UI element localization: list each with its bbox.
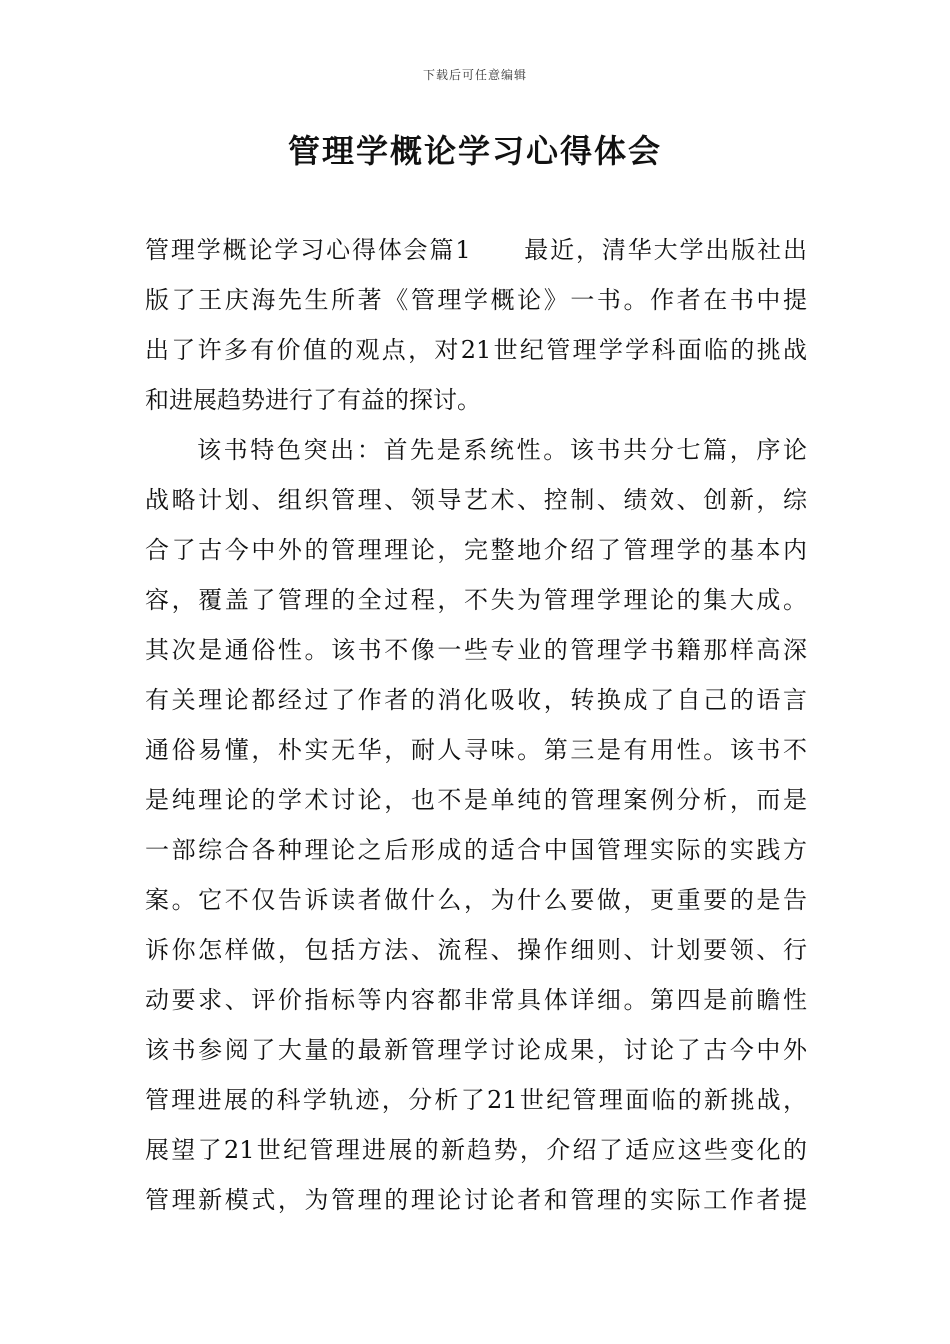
text-line: 和进展趋势进行了有益的探讨。 xyxy=(145,386,481,414)
text-line: 一部综合各种理论之后形成的适合中国管理实际的实践方 xyxy=(145,836,807,864)
text-line: 管理进展的科学轨迹，分析了21世纪管理面临的新挑战， xyxy=(145,1086,807,1114)
text-line: 战略计划、组织管理、领导艺术、控制、绩效、创新，综 xyxy=(145,486,807,514)
text-line: 诉你怎样做，包括方法、流程、操作细则、计划要领、行 xyxy=(145,936,807,964)
text-line: 案。它不仅告诉读者做什么，为什么要做，更重要的是告 xyxy=(145,886,807,914)
document-title: 管理学概论学习心得体会 xyxy=(287,132,662,170)
paragraph-1 xyxy=(145,225,807,425)
text-line: 动要求、评价指标等内容都非常具体详细。第四是前瞻性 xyxy=(145,986,807,1014)
text-line: 其次是通俗性。该书不像一些专业的管理学书籍那样高深 xyxy=(145,636,807,664)
text-line: 出了许多有价值的观点，对21世纪管理学学科面临的挑战 xyxy=(145,336,807,364)
text-line: 合了古今中外的管理理论，完整地介绍了管理学的基本内 xyxy=(145,536,807,564)
text-line: 该书特色突出：首先是系统性。该书共分七篇，序论 xyxy=(197,436,807,464)
text-line: 容，覆盖了管理的全过程，不失为管理学理论的集大成。 xyxy=(145,586,807,614)
text-line: 管理新模式，为管理的理论讨论者和管理的实际工作者提 xyxy=(145,1186,807,1214)
page-header-note: 下载后可任意编辑 xyxy=(422,68,527,82)
text-line: 通俗易懂，朴实无华，耐人寻味。第三是有用性。该书不 xyxy=(145,736,807,764)
document-body xyxy=(145,225,807,1225)
text-line: 管理学概论学习心得体会篇1 最近，清华大学出版社出 xyxy=(145,236,807,264)
paragraph-2 xyxy=(145,425,807,1225)
text-line: 是纯理论的学术讨论，也不是单纯的管理案例分析，而是 xyxy=(145,786,807,814)
text-line: 展望了21世纪管理进展的新趋势，介绍了适应这些变化的 xyxy=(145,1136,807,1164)
text-line: 该书参阅了大量的最新管理学讨论成果，讨论了古今中外 xyxy=(145,1036,807,1064)
text-line: 有关理论都经过了作者的消化吸收，转换成了自己的语言 xyxy=(145,686,807,714)
text-line: 版了王庆海先生所著《管理学概论》一书。作者在书中提 xyxy=(145,286,807,314)
